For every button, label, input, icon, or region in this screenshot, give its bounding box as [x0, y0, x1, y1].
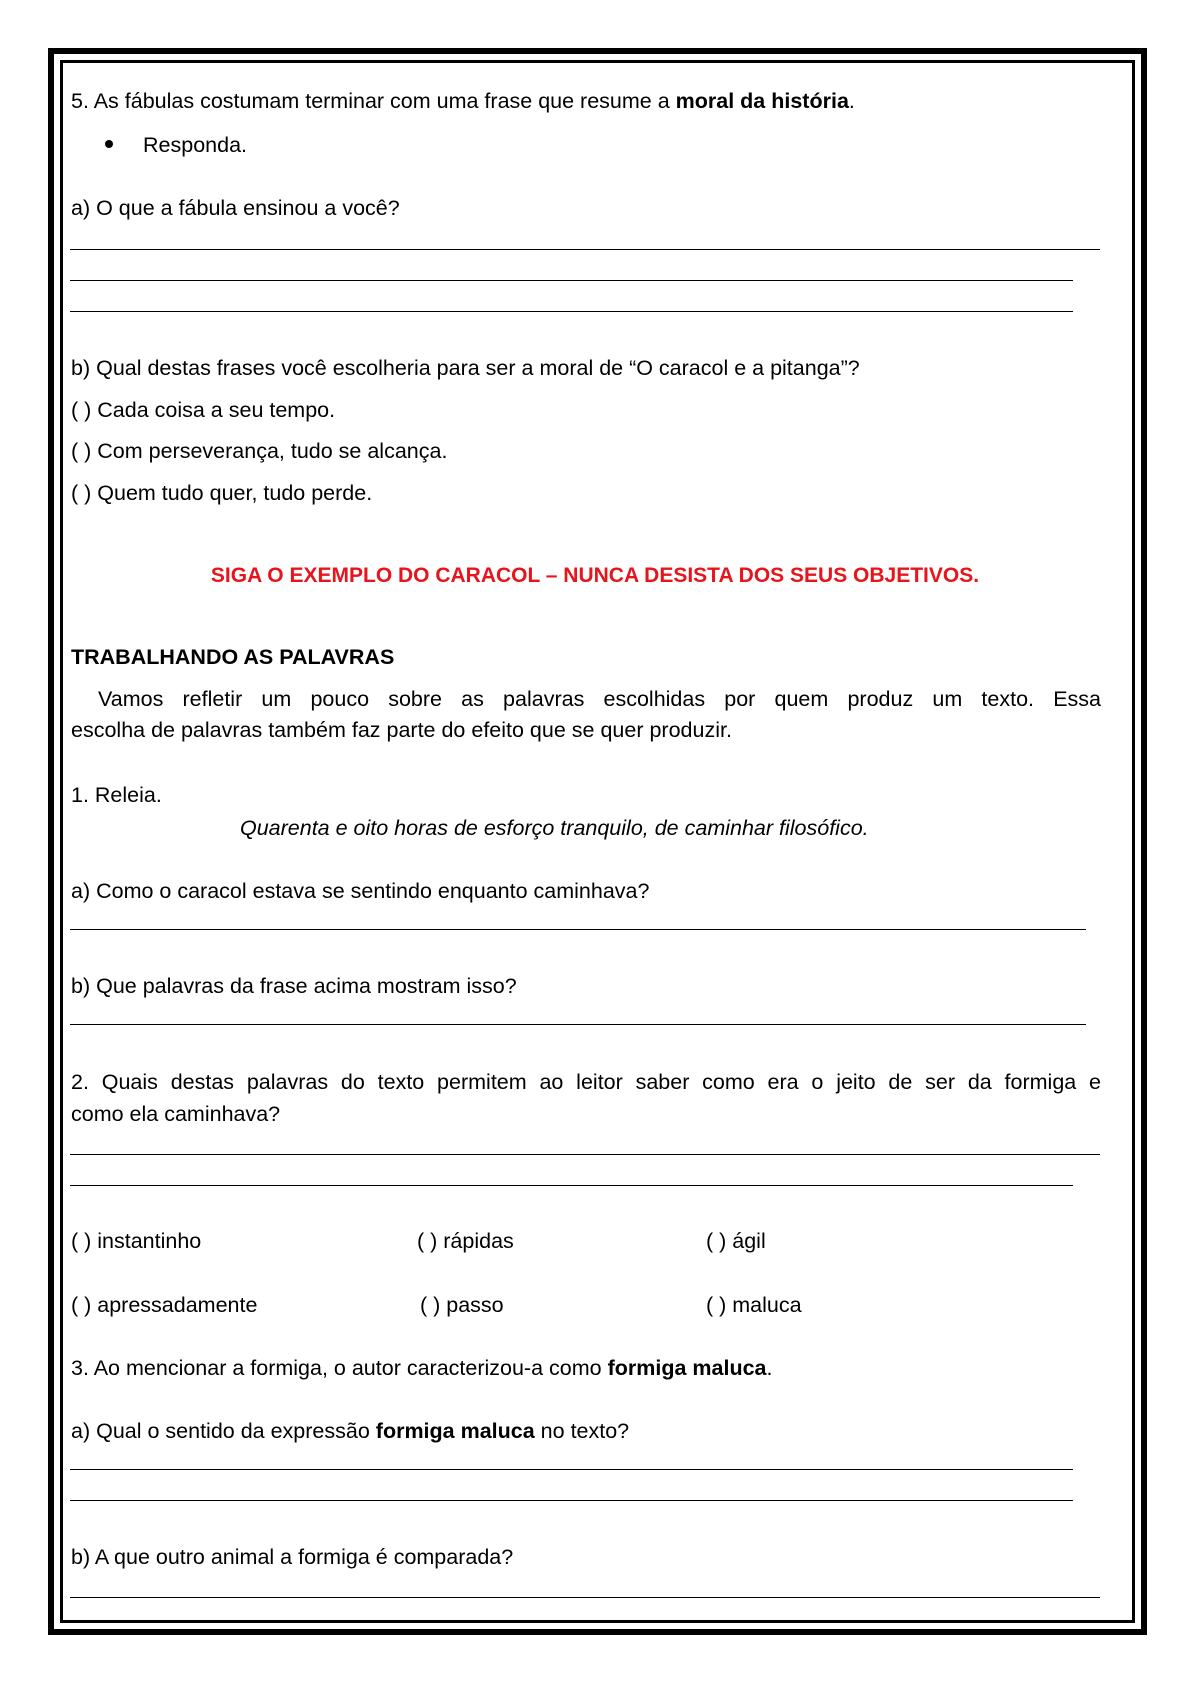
question-5b: b) Qual destas frases você escolheria para ser a moral de “O caracol e a pitanga”?	[71, 356, 860, 380]
question-3-text	[71, 1355, 772, 1381]
bullet-instruction: Responda.	[143, 133, 247, 157]
question-5-bold: moral da história	[675, 89, 849, 113]
bullet-icon	[105, 140, 113, 148]
answer-line[interactable]	[70, 280, 1073, 281]
question-1b: b) Que palavras da frase acima mostram isso?	[71, 974, 517, 998]
question-5-suffix: .	[848, 89, 855, 113]
option-item[interactable]: ( ) ágil	[706, 1229, 766, 1253]
question-2-line-1: 2. Quais destas palavras do texto permitem ao leitor saber como era o jeito de ser da formiga e	[71, 1070, 1101, 1094]
question-5-prefix: 5. As fábulas costumam terminar com uma frase que resume a	[71, 89, 676, 113]
question-2-line-2: como ela caminhava?	[71, 1102, 281, 1126]
question-3b: b) A que outro animal a formiga é comparada?	[71, 1545, 514, 1569]
question-3a	[71, 1418, 629, 1444]
answer-line[interactable]	[70, 1185, 1073, 1186]
option-item[interactable]: ( ) apressadamente	[71, 1293, 258, 1317]
question-3a-prefix: a) Qual o sentido da expressão	[71, 1419, 376, 1443]
answer-line[interactable]	[70, 1024, 1086, 1025]
question-5-text	[71, 88, 855, 114]
question-3a-bold: formiga maluca	[375, 1419, 535, 1443]
section-title: TRABALHANDO AS PALAVRAS	[71, 645, 395, 669]
highlight-message: SIGA O EXEMPLO DO CARACOL – NUNCA DESISTA DOS SEUS OBJETIVOS.	[210, 564, 980, 587]
answer-line[interactable]	[70, 1154, 1100, 1155]
question-1-title: 1. Releia.	[71, 783, 162, 807]
option-item[interactable]: ( ) Com perseverança, tudo se alcança.	[71, 439, 448, 463]
question-3-bold: formiga maluca	[607, 1356, 767, 1380]
answer-line[interactable]	[70, 311, 1073, 312]
question-3-prefix: 3. Ao mencionar a formiga, o autor caracterizou-a como	[71, 1356, 608, 1380]
answer-line[interactable]	[70, 1597, 1100, 1598]
question-5a: a) O que a fábula ensinou a você?	[71, 196, 400, 220]
option-item[interactable]: ( ) Quem tudo quer, tudo perde.	[71, 481, 373, 505]
question-3a-suffix: no texto?	[534, 1419, 630, 1443]
option-item[interactable]: ( ) Cada coisa a seu tempo.	[71, 398, 336, 422]
option-item[interactable]: ( ) instantinho	[71, 1229, 202, 1253]
intro-line-2: escolha de palavras também faz parte do efeito que se quer produzir.	[71, 718, 732, 742]
answer-line[interactable]	[70, 929, 1086, 930]
option-item[interactable]: ( ) maluca	[706, 1293, 802, 1317]
answer-line[interactable]	[70, 249, 1100, 250]
option-item[interactable]: ( ) rápidas	[417, 1229, 514, 1253]
page-border-inner	[60, 60, 1135, 1623]
intro-line-1: Vamos refletir um pouco sobre as palavras escolhidas por quem produz um texto. Essa	[98, 687, 1101, 711]
option-item[interactable]: ( ) passo	[420, 1293, 504, 1317]
answer-line[interactable]	[70, 1500, 1073, 1501]
question-3-suffix: .	[766, 1356, 773, 1380]
question-1a: a) Como o caracol estava se sentindo enquanto caminhava?	[71, 879, 650, 903]
answer-line[interactable]	[70, 1469, 1073, 1470]
quote: Quarenta e oito horas de esforço tranquilo, de caminhar filosófico.	[240, 816, 869, 840]
